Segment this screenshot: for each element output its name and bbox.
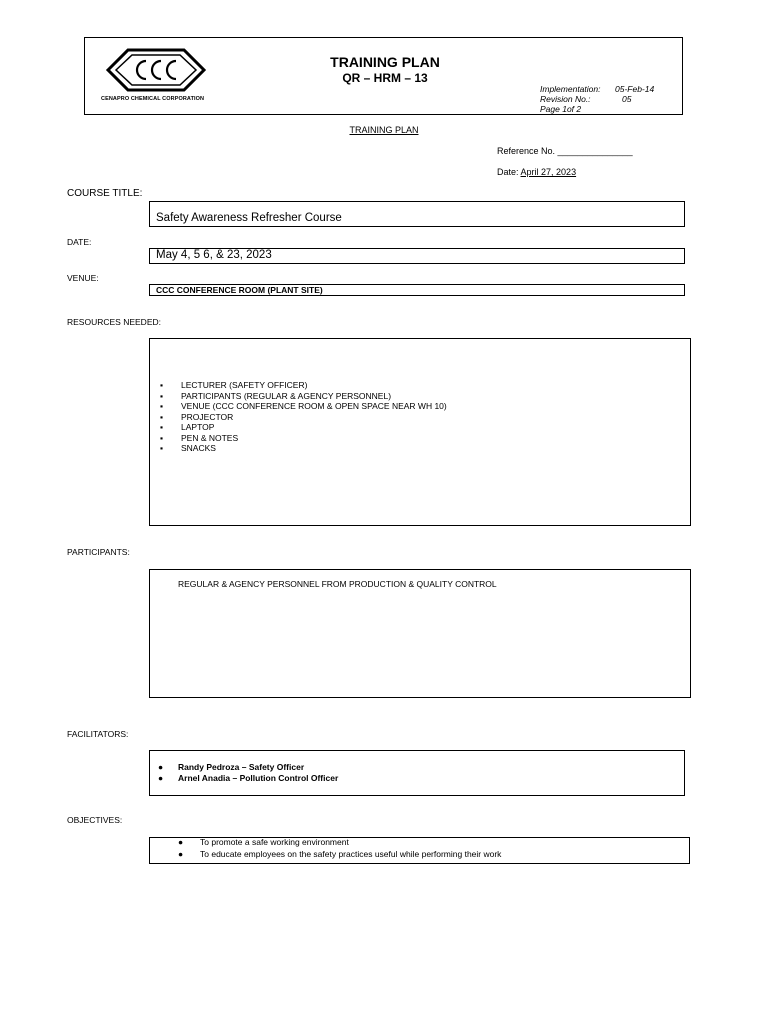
- list-item: ● To educate employees on the safety practices useful while performing their work: [178, 848, 502, 859]
- list-item: ▪ PARTICIPANTS (REGULAR & AGENCY PERSONNEL): [160, 390, 392, 401]
- issue-date-value: April 27, 2023: [520, 167, 577, 177]
- course-title-value: Safety Awareness Refresher Course: [156, 212, 342, 224]
- bullet-icon: ▪: [160, 432, 164, 443]
- reference-label: Reference No.: [497, 146, 556, 156]
- implementation-line: [540, 84, 654, 94]
- document-code: QR – HRM – 13: [342, 71, 428, 85]
- objectives-list: [178, 837, 501, 860]
- course-title-label: COURSE TITLE:: [67, 188, 143, 199]
- page-number: Page 1of 2: [540, 104, 582, 114]
- list-item: ▪ LECTURER (SAFETY OFFICER): [160, 380, 308, 390]
- list-item: ● Randy Pedroza – Safety Officer: [158, 762, 305, 772]
- bullet-icon: ●: [158, 762, 164, 772]
- training-date-value: May 4, 5 6, & 23, 2023: [156, 249, 272, 261]
- venue-label: VENUE:: [67, 273, 99, 283]
- bullet-icon: ▪: [160, 443, 164, 453]
- list-item: ● To promote a safe working environment: [178, 837, 349, 847]
- list-item: ▪ PROJECTOR: [160, 411, 234, 422]
- resources-label: RESOURCES NEEDED:: [67, 317, 161, 327]
- facilitators-label: FACILITATORS:: [67, 729, 129, 739]
- company-logo: [106, 47, 206, 93]
- participants-label: PARTICIPANTS:: [67, 547, 130, 557]
- revision-value: 05: [622, 94, 632, 104]
- bullet-icon: ●: [178, 837, 184, 847]
- bullet-icon: ●: [158, 773, 164, 783]
- list-item: ▪ VENUE (CCC CONFERENCE ROOM & OPEN SPACE NEAR WH 10): [160, 401, 447, 411]
- company-name: CENAPRO CHEMICAL CORPORATION: [101, 96, 205, 102]
- list-item: ▪ PEN & NOTES: [160, 432, 239, 443]
- revision-line: [540, 94, 631, 104]
- implementation-label: Implementation:: [540, 84, 601, 94]
- objectives-label: OBJECTIVES:: [67, 815, 123, 825]
- list-item: ▪ LAPTOP: [160, 422, 215, 432]
- implementation-value: 05-Feb-14: [615, 84, 655, 94]
- resources-list: [160, 380, 447, 454]
- participants-value: REGULAR & AGENCY PERSONNEL FROM PRODUCTION & QUALITY CONTROL: [178, 579, 497, 589]
- list-item: ● Arnel Anadia – Pollution Control Officer: [158, 773, 339, 783]
- bullet-icon: ▪: [160, 401, 164, 411]
- bullet-icon: ▪: [160, 422, 164, 432]
- list-item: ▪ SNACKS: [160, 443, 216, 453]
- reference-number: [497, 146, 633, 156]
- bullet-icon: ▪: [160, 380, 164, 390]
- subtitle: TRAINING PLAN: [349, 125, 419, 135]
- venue-value: CCC CONFERENCE ROOM (PLANT SITE): [156, 285, 323, 295]
- document-title: TRAINING PLAN: [330, 54, 440, 70]
- issue-date-label: Date:: [497, 167, 519, 177]
- issue-date: [497, 167, 576, 177]
- bullet-icon: ▪: [160, 390, 164, 401]
- facilitators-list: [158, 762, 338, 784]
- training-date-label: DATE:: [67, 237, 92, 247]
- bullet-icon: ▪: [160, 411, 164, 422]
- reference-value: _______________: [557, 146, 633, 156]
- revision-label: Revision No.:: [540, 94, 591, 104]
- bullet-icon: ●: [178, 848, 184, 859]
